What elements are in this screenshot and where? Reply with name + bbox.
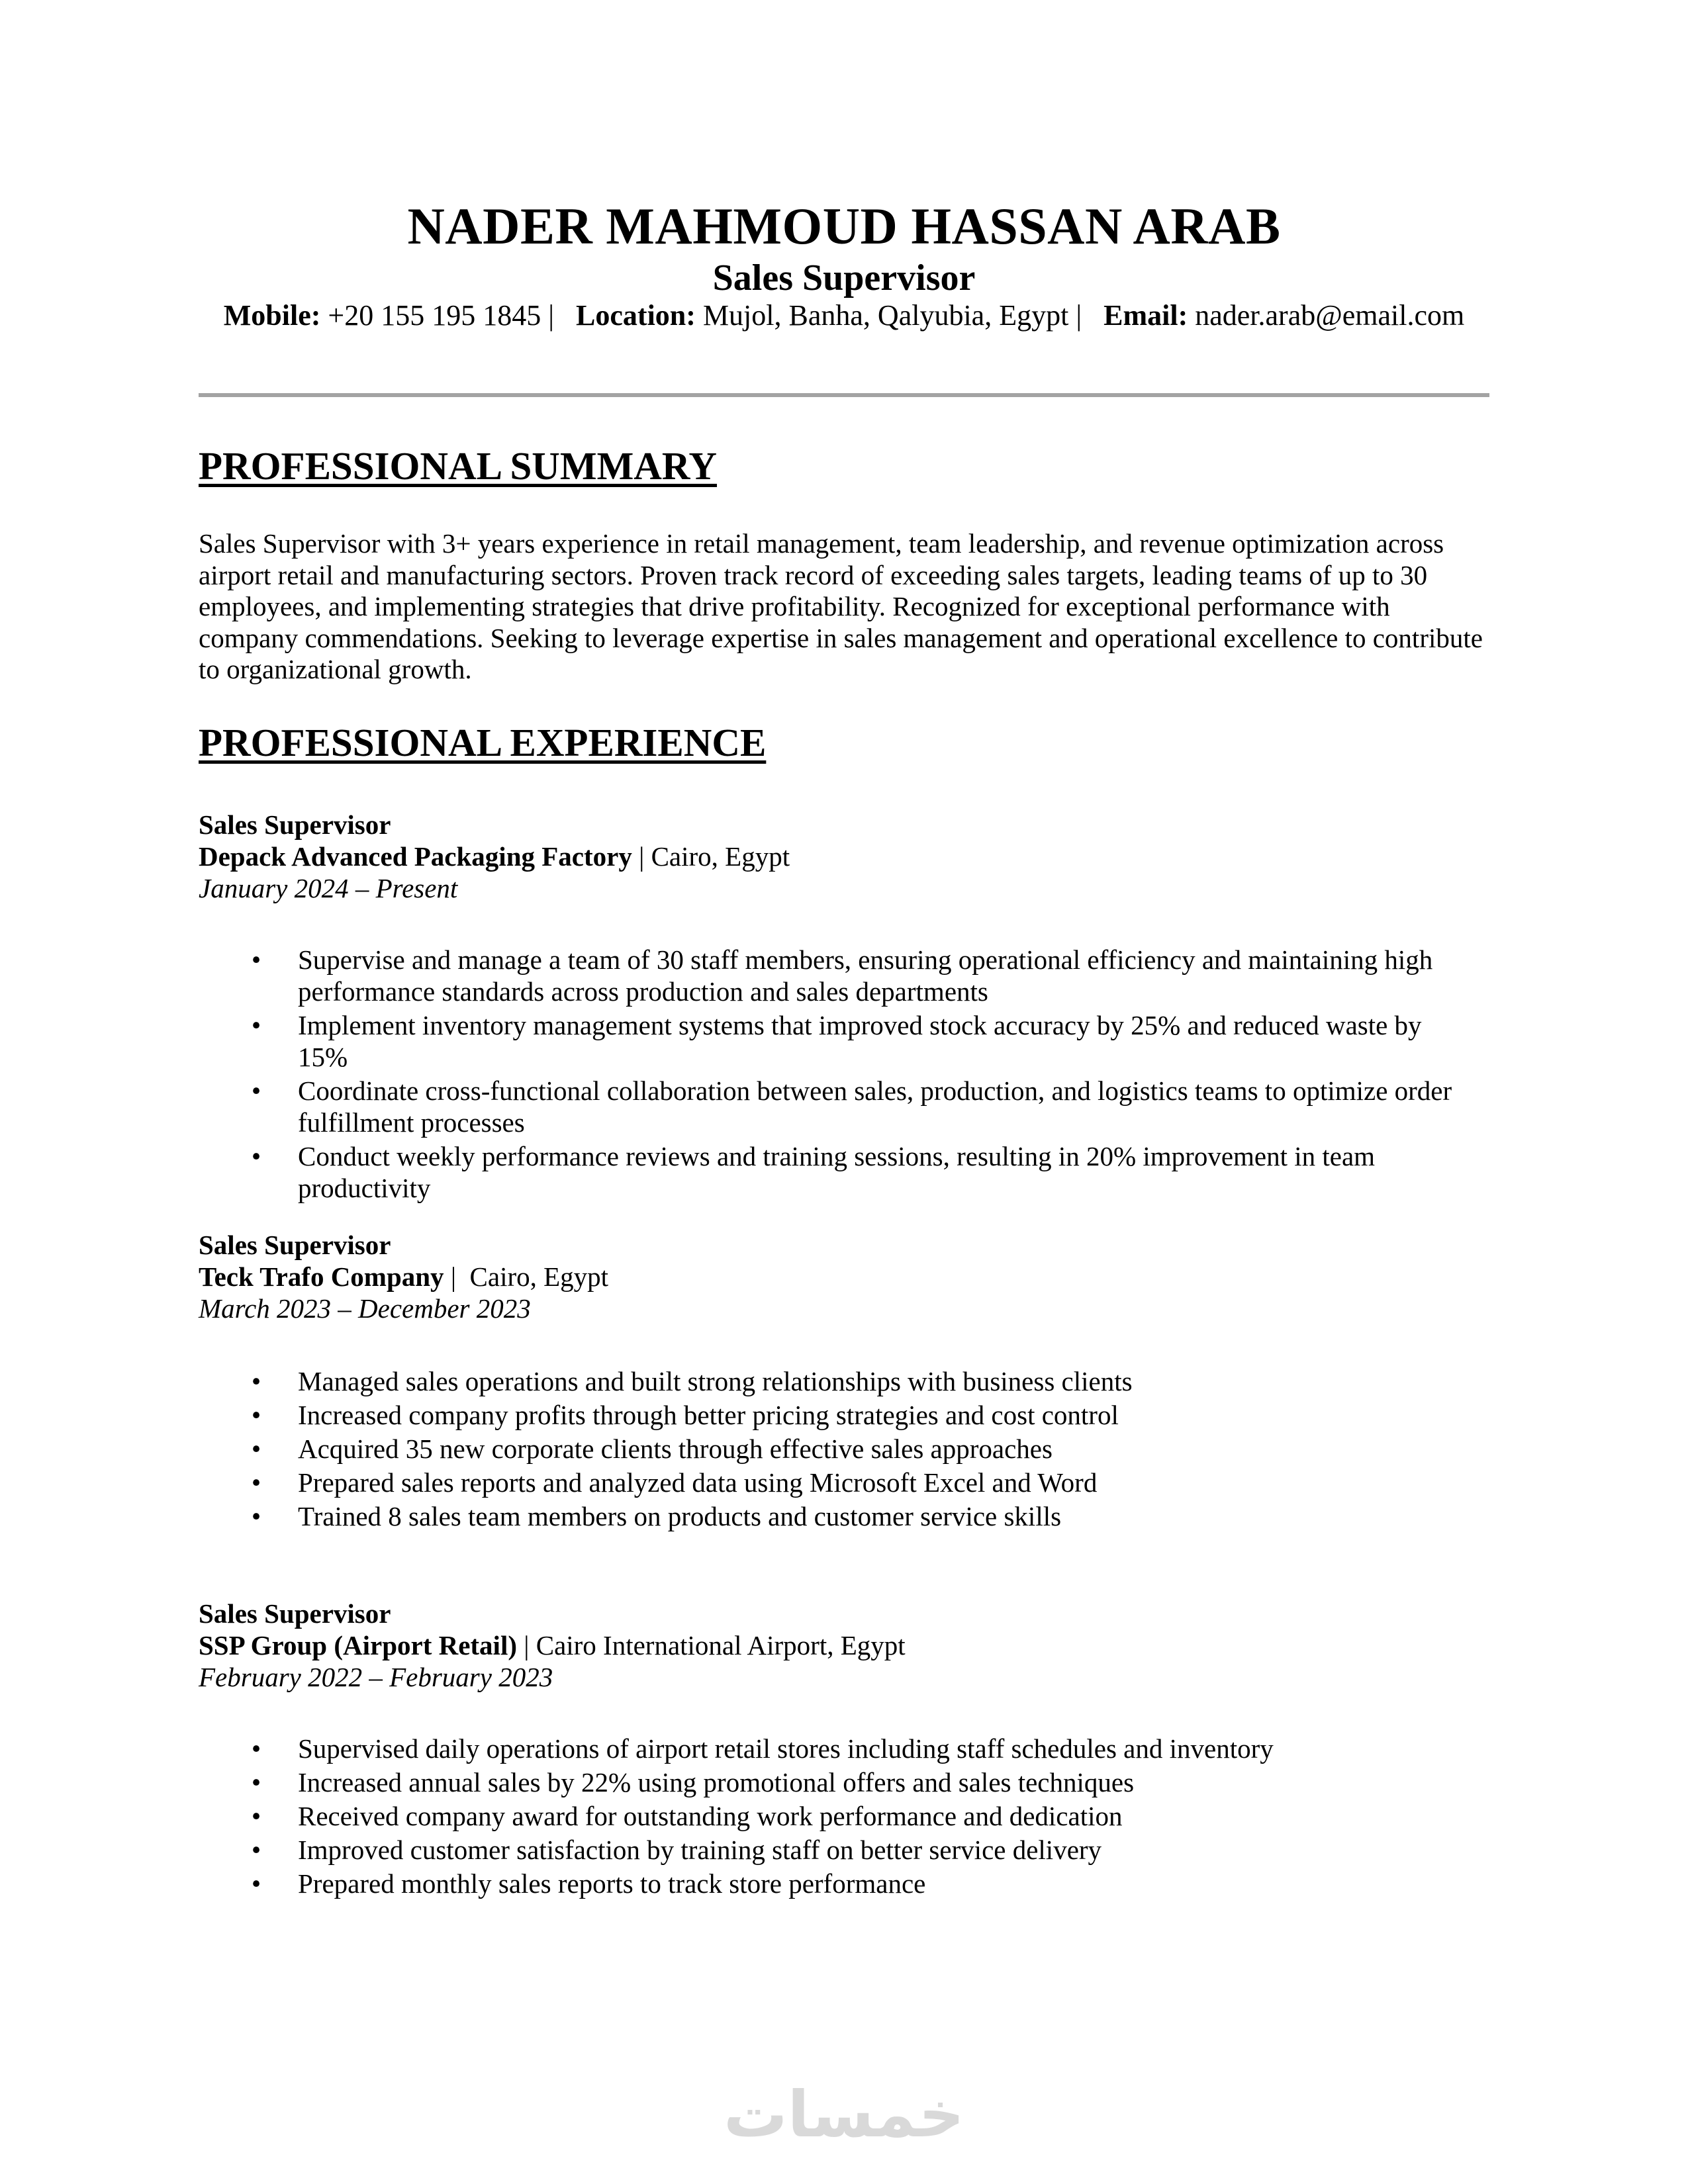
bullet-icon: • [251,1366,261,1396]
khamsat-watermark-logo: خمسات [724,2077,964,2152]
job-bullets [199,1365,1489,1534]
bullet-text: Implement inventory management systems that improved stock accuracy by 25% and reduced waste by 15% [298,1010,1422,1072]
list-item [199,1009,1489,1073]
list-item [199,1075,1489,1138]
list-item [199,1766,1489,1798]
bullet-text: Supervise and manage a team of 30 staff members, ensuring operational efficiency and maintaining high performance standards across production and sales departments [298,944,1433,1007]
list-item [199,1733,1489,1764]
job-dates: January 2024 – Present [199,873,458,903]
bullet-icon: • [251,1801,261,1831]
experience-heading: PROFESSIONAL EXPERIENCE [199,721,767,764]
company-location: Cairo International Airport, Egypt [536,1630,906,1661]
bullet-icon: • [251,1835,261,1865]
job-bullets [199,944,1489,1206]
list-item [199,944,1489,1007]
email-value: nader.arab@email.com [1195,299,1465,332]
bullet-icon: • [251,1141,261,1171]
list-item [199,1399,1489,1431]
bullet-text: Coordinate cross-functional collaboration between sales, production, and logistics teams to optimize order fulfillment processes [298,1075,1452,1138]
header-divider [199,393,1489,397]
bullet-text: Prepared sales reports and analyzed data using Microsoft Excel and Word [298,1467,1098,1498]
job-company-line: Teck Trafo Company | Cairo, Egypt [199,1261,609,1292]
list-item [199,1834,1489,1866]
job-entry [199,809,1489,904]
company-location: Cairo, Egypt [469,1261,609,1292]
job-dates: February 2022 – February 2023 [199,1662,553,1692]
email-label: Email: [1103,299,1188,332]
summary-text: Sales Supervisor with 3+ years experience in retail management, team leadership, and revenue optimization across airport retail and manufacturing sectors. Proven track record of exceeding sales targets, leading teams of up to 30 employees, and implementing strategies that drive profitability. Recognized for exceptional performance with company commendations. Seeking to leverage expertise in sales management and operational excellence to contribute to organizational growth. [199,528,1483,684]
job-dates: March 2023 – December 2023 [199,1293,531,1324]
bullet-icon: • [251,1767,261,1797]
bullet-text: Acquired 35 new corporate clients through effective sales approaches [298,1433,1053,1464]
contact-line [0,299,1688,332]
bullet-text: Trained 8 sales team members on products and customer service skills [298,1501,1062,1531]
bullet-text: Increased annual sales by 22% using promotional offers and sales techniques [298,1767,1135,1797]
company-name: Teck Trafo Company [199,1261,444,1292]
bullet-icon: • [251,1501,261,1531]
bullet-icon: • [251,1075,261,1106]
job-entry [199,1598,1489,1693]
contact-separator: | [541,299,569,332]
job-title: Sales Supervisor [199,1230,391,1260]
contact-separator: | [1068,299,1097,332]
company-location: Cairo, Egypt [651,841,790,872]
job-title: Sales Supervisor [199,1598,391,1629]
bullet-text: Increased company profits through better pricing strategies and cost control [298,1400,1119,1430]
job-bullets [199,1733,1489,1901]
bullet-icon: • [251,1433,261,1464]
candidate-name: NADER MAHMOUD HASSAN ARAB [407,197,1281,255]
bullet-icon: • [251,1010,261,1040]
job-entry [199,1229,1489,1324]
job-company-line: Depack Advanced Packaging Factory | Cairo, Egypt [199,841,790,872]
bullet-text: Prepared monthly sales reports to track store performance [298,1868,926,1899]
bullet-text: Improved customer satisfaction by training staff on better service delivery [298,1835,1102,1865]
list-item [199,1140,1489,1204]
bullet-icon: • [251,1400,261,1430]
list-item [199,1800,1489,1832]
job-title: Sales Supervisor [199,809,391,840]
location-value: Mujol, Banha, Qalyubia, Egypt [702,299,1069,332]
list-item [199,1467,1489,1498]
company-name: Depack Advanced Packaging Factory [199,841,632,872]
bullet-icon: • [251,944,261,975]
candidate-title: Sales Supervisor [712,257,976,298]
bullet-icon: • [251,1733,261,1764]
bullet-text: Supervised daily operations of airport retail stores including staff schedules and inventory [298,1733,1274,1764]
list-item [199,1433,1489,1465]
bullet-text: Conduct weekly performance reviews and training sessions, resulting in 20% improvement in team productivity [298,1141,1376,1203]
bullet-icon: • [251,1868,261,1899]
bullet-icon: • [251,1467,261,1498]
list-item [199,1365,1489,1397]
job-company-line: SSP Group (Airport Retail) | Cairo International Airport, Egypt [199,1630,906,1661]
mobile-label: Mobile: [223,299,321,332]
summary-heading: PROFESSIONAL SUMMARY [199,444,718,488]
bullet-text: Managed sales operations and built strong relationships with business clients [298,1366,1133,1396]
list-item [199,1868,1489,1899]
location-label: Location: [576,299,696,332]
mobile-value: +20 155 195 1845 [328,299,541,332]
bullet-text: Received company award for outstanding work performance and dedication [298,1801,1123,1831]
list-item [199,1500,1489,1532]
company-name: SSP Group (Airport Retail) [199,1630,517,1661]
